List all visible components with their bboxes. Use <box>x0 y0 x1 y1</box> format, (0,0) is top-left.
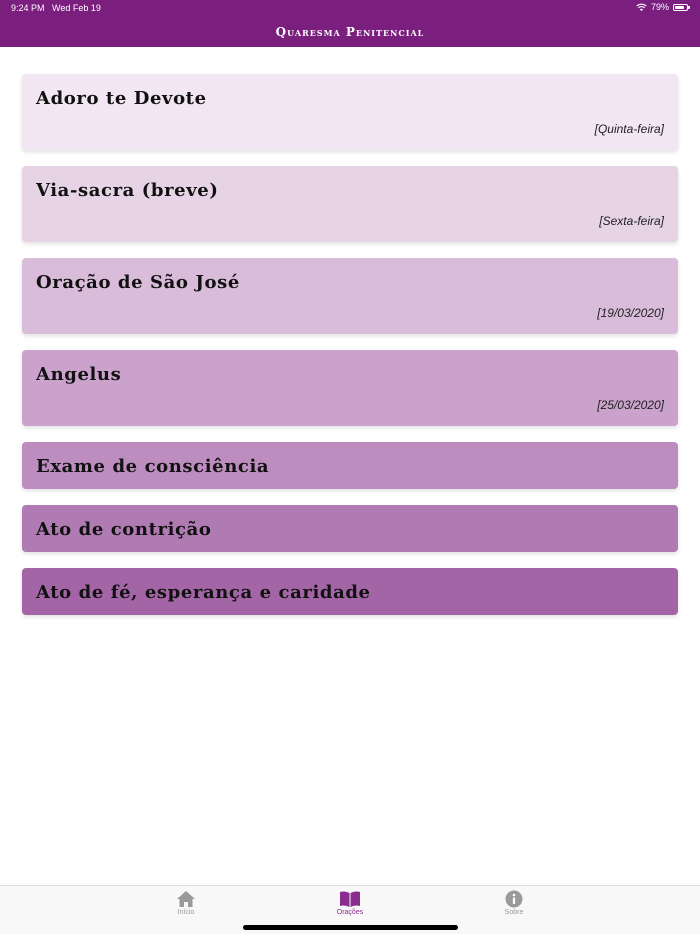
prayer-title: Exame de consciência <box>36 456 270 477</box>
info-icon <box>505 890 523 908</box>
nav-header <box>0 0 700 47</box>
page-title: Quaresma Penitencial <box>275 25 425 39</box>
tab-label: Sobre <box>504 909 524 916</box>
prayer-card-ato-contricao[interactable] <box>22 505 678 552</box>
home-icon <box>176 890 196 908</box>
status-right <box>636 2 688 12</box>
prayer-card-via-sacra[interactable] <box>22 166 678 242</box>
prayer-title: Ato de fé, esperança e caridade <box>36 582 371 603</box>
wifi-icon <box>636 3 647 12</box>
battery-percent: 79% <box>650 2 669 12</box>
prayer-title: Angelus <box>36 364 122 385</box>
prayer-title: Via-sacra (breve) <box>36 180 219 201</box>
prayer-day: [19/03/2020] <box>597 306 664 320</box>
prayer-card-ato-fe-esperanca-caridade[interactable] <box>22 568 678 615</box>
status-bar <box>0 0 700 16</box>
tab-oracoes[interactable] <box>320 890 380 916</box>
prayer-day: [Quinta-feira] <box>594 122 664 136</box>
tab-label: Início <box>177 909 195 916</box>
prayer-card-exame-consciencia[interactable] <box>22 442 678 489</box>
prayer-card-oracao-sao-jose[interactable] <box>22 258 678 334</box>
status-time: 9:24 PM <box>11 3 45 13</box>
prayer-day: [Sexta-feira] <box>599 214 664 228</box>
tab-inicio[interactable] <box>156 890 216 916</box>
prayer-title: Oração de São José <box>36 272 240 293</box>
status-date: Wed Feb 19 <box>52 3 101 13</box>
prayer-title: Ato de contrição <box>36 519 212 540</box>
battery-icon <box>673 4 688 11</box>
prayer-day: [25/03/2020] <box>597 398 664 412</box>
book-icon <box>339 890 361 908</box>
tab-bar <box>0 885 700 934</box>
tab-label: Orações <box>336 909 364 916</box>
prayer-card-adoro-te-devote[interactable] <box>22 74 678 150</box>
prayer-card-angelus[interactable] <box>22 350 678 426</box>
prayer-title: Adoro te Devote <box>36 88 207 109</box>
home-indicator <box>243 925 458 930</box>
prayer-list <box>22 74 678 615</box>
tab-sobre[interactable] <box>484 890 544 916</box>
